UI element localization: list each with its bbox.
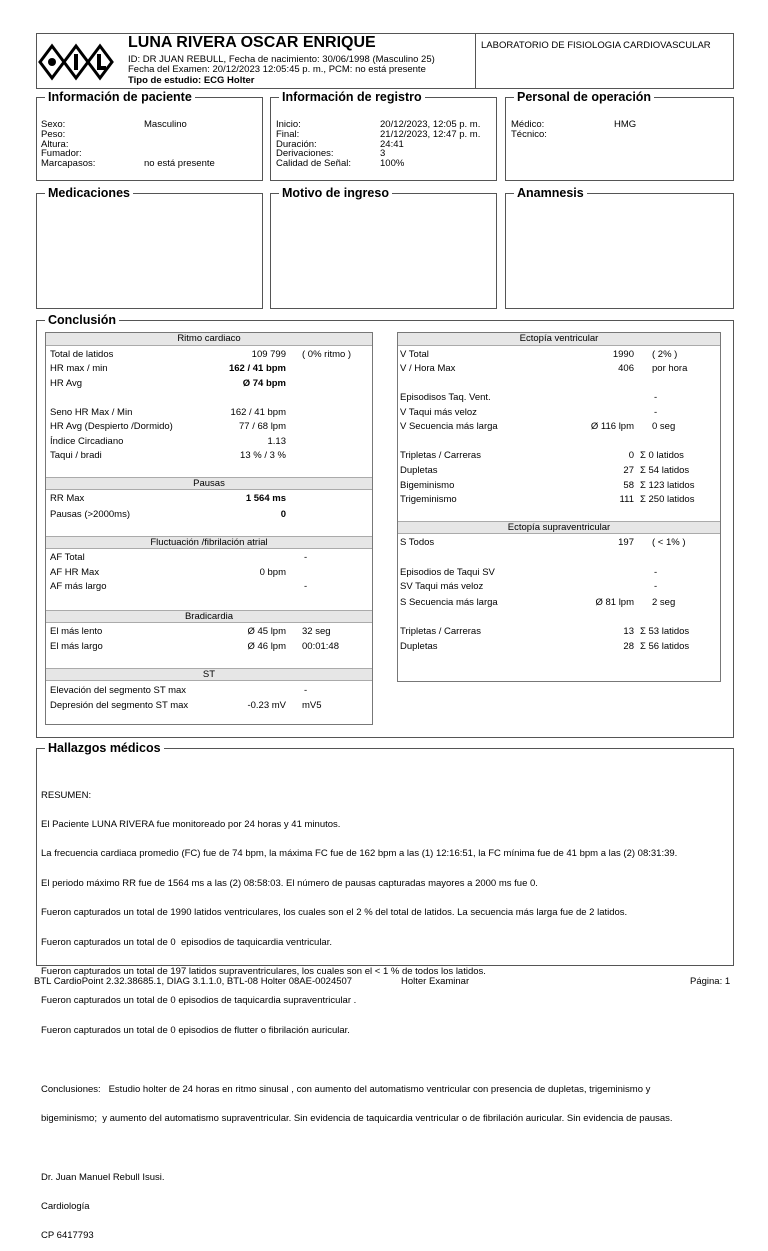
v-trigeminismo-unit: Σ 250 latidos: [640, 494, 695, 505]
footer-module: Holter Examinar: [401, 976, 470, 987]
table-row: [46, 406, 372, 419]
staff-medico-label: Médico:: [511, 119, 545, 130]
v-veloz-label: V Taqui más veloz: [400, 407, 477, 418]
s-dupletas-unit: Σ 56 latidos: [640, 641, 690, 652]
table-row: [46, 362, 372, 375]
table-row: [398, 640, 720, 653]
v-bigeminismo-unit: Σ 123 latidos: [640, 480, 695, 491]
v-veloz-unit: -: [654, 407, 658, 418]
table-row: [46, 566, 372, 579]
anamnesis-box: [505, 186, 734, 309]
table-row: [398, 493, 720, 506]
bradi-lento-label: El más lento: [50, 626, 103, 637]
registry-calidad-label: Calidad de Señal:: [276, 158, 351, 169]
table-row: [46, 492, 372, 505]
findings-text: [41, 771, 741, 1251]
s-episodios-unit: -: [654, 567, 658, 578]
bradi-lento-unit: 32 seg: [302, 626, 331, 637]
medications-box: [36, 186, 263, 309]
table-row: [46, 508, 372, 521]
table-row: [46, 551, 372, 564]
ritmo-hravg-label: HR Avg: [50, 378, 83, 389]
patient-altura-label: Altura:: [41, 139, 69, 150]
v-dupletas-value: 27: [623, 465, 634, 476]
staff-medico-value: HMG: [614, 119, 637, 130]
findings-line: Fueron capturados un total de 0 episodios de flutter o fibrilación auricular.: [41, 1024, 350, 1036]
table-row: [398, 449, 720, 462]
patient-info-title: Información de paciente: [45, 90, 195, 104]
bradi-largo-unit: 00:01:48: [302, 641, 339, 652]
lab-name: LABORATORIO DE FISIOLOGIA CARDIOVASCULAR: [481, 40, 711, 51]
btl-logo: [38, 40, 114, 84]
bradi-lento-value: Ø 45 lpm: [247, 626, 286, 637]
v-bigeminismo-value: 58: [623, 480, 634, 491]
study-type: Tipo de estudio: ECG Holter: [128, 75, 255, 86]
st-elevacion-label: Elevación del segmento ST max: [50, 685, 187, 696]
v-total-label: V Total: [400, 349, 429, 360]
pausas-rrmax-label: RR Max: [50, 493, 85, 504]
v-episodios-unit: -: [654, 392, 658, 403]
footer-page: Página: 1: [690, 976, 731, 987]
findings-title: Hallazgos médicos: [45, 741, 164, 755]
v-secuencia-label: V Secuencia más larga: [400, 421, 498, 432]
findings-line: RESUMEN:: [41, 789, 92, 801]
v-hora-unit: por hora: [652, 363, 688, 374]
admission-reason-title: Motivo de ingreso: [279, 186, 392, 200]
findings-line: El Paciente LUNA RIVERA fue monitoreado por 24 horas y 41 minutos.: [41, 818, 341, 830]
ritmo-total-unit: ( 0% ritmo ): [302, 349, 352, 360]
findings-line: Cardiología: [41, 1201, 90, 1213]
patient-marcapasos-label: Marcapasos:: [41, 158, 96, 169]
table-row: [46, 625, 372, 638]
st-depresion-unit: mV5: [302, 700, 322, 711]
table-row: [398, 464, 720, 477]
ritmo-total-label: Total de latidos: [50, 349, 114, 360]
findings-line: Fueron capturados un total de 0 episodios de taquicardia ventricular.: [41, 936, 332, 948]
ritmo-circadiano-label: Índice Circadiano: [50, 436, 124, 447]
conclusion-left-table: [45, 332, 373, 725]
bradi-header: Bradicardia: [46, 610, 372, 623]
ritmo-hrmax-value: 162 / 41 bpm: [228, 363, 286, 374]
registry-inicio-label: Inicio:: [276, 119, 301, 130]
st-header: ST: [46, 668, 372, 681]
registry-final-label: Final:: [276, 129, 300, 140]
s-veloz-unit: -: [654, 581, 658, 592]
footer-software: BTL CardioPoint 2.32.38685.1, DIAG 3.1.1.0, BTL-08 Holter 08AE-0024507: [34, 976, 353, 987]
findings-line: [41, 1055, 741, 1065]
v-trigeminismo-value: 111: [619, 494, 634, 505]
ritmo-hrmax-label: HR max / min: [50, 363, 108, 374]
af-header: Fluctuación /fibrilación atrial: [46, 536, 372, 549]
ritmo-seno-value: 162 / 41 bpm: [230, 407, 286, 418]
af-hrmax-label: AF HR Max: [50, 567, 100, 578]
st-depresion-value: -0.23 mV: [247, 700, 286, 711]
v-total-unit: ( 2% ): [652, 349, 678, 360]
patient-marcapasos-value: no está presente: [144, 158, 215, 169]
findings-line: La frecuencia cardiaca promedio (FC) fue de 74 bpm, la máxima FC fue de 162 bpm a las (1) 12:16:51, la FC mínima fue de 41 bpm a las (2) 08:31:39.: [41, 848, 678, 860]
v-secuencia-value: Ø 116 lpm: [590, 421, 634, 432]
findings-line: bigeminismo; y aumento del automatismo supraventricular. Sin evidencia de taquicardia ventricular o de fibrilación auricular. Sin evidencia de pausas.: [41, 1112, 673, 1124]
v-tripletas-label: Tripletas / Carreras: [400, 450, 481, 461]
patient-sexo-value: Masculino: [144, 119, 187, 130]
table-row: [398, 625, 720, 638]
table-row: [46, 449, 372, 462]
ritmo-taqui-label: Taqui / bradi: [50, 450, 102, 461]
v-bigeminismo-label: Bigeminismo: [400, 480, 455, 491]
table-row: [398, 566, 720, 579]
bradi-largo-value: Ø 46 lpm: [247, 641, 286, 652]
s-dupletas-label: Dupletas: [400, 641, 438, 652]
af-largo-label: AF más largo: [50, 581, 107, 592]
registry-derivaciones-label: Derivaciones:: [276, 148, 334, 159]
table-row: [398, 536, 720, 549]
s-episodios-label: Episodios de Taqui SV: [400, 567, 495, 578]
anamnesis-title: Anamnesis: [514, 186, 587, 200]
patient-fumador-label: Fumador:: [41, 148, 82, 159]
patient-sexo-label: Sexo:: [41, 119, 66, 130]
v-episodios-label: Episodisos Taq. Vent.: [400, 392, 491, 403]
ritmo-hravg-dd-label: HR Avg (Despierto /Dormido): [50, 421, 173, 432]
conclusion-right-table: [397, 332, 721, 682]
conclusion-title: Conclusión: [45, 313, 119, 327]
registry-duracion-value: 24:41: [380, 139, 404, 150]
s-secuencia-value: Ø 81 lpm: [595, 597, 634, 608]
s-tripletas-label: Tripletas / Carreras: [400, 626, 481, 637]
table-row: [46, 699, 372, 712]
table-row: [398, 596, 720, 609]
table-row: [398, 580, 720, 593]
table-row: [46, 377, 372, 390]
af-total-label: AF Total: [50, 552, 85, 563]
registry-final-value: 21/12/2023, 12:47 p. m.: [380, 129, 481, 140]
s-tripletas-unit: Σ 53 latidos: [640, 626, 690, 637]
s-tripletas-value: 13: [623, 626, 634, 637]
st-depresion-label: Depresión del segmento ST max: [50, 700, 189, 711]
findings-line: Fueron capturados un total de 0 episodios de taquicardia supraventricular .: [41, 995, 357, 1007]
ritmo-hravg-value: Ø 74 bpm: [242, 378, 286, 389]
pausas-header: Pausas: [46, 477, 372, 490]
table-row: [46, 580, 372, 593]
medications-title: Medicaciones: [45, 186, 133, 200]
admission-reason-box: [270, 186, 497, 309]
s-todos-value: 197: [618, 537, 634, 548]
pausas-rrmax-value: 1 564 ms: [245, 493, 286, 504]
st-elevacion-unit: -: [304, 685, 308, 696]
patient-name: LUNA RIVERA OSCAR ENRIQUE: [128, 34, 376, 51]
v-trigeminismo-label: Trigeminismo: [400, 494, 457, 505]
s-todos-unit: ( < 1% ): [652, 537, 686, 548]
findings-line: Dr. Juan Manuel Rebull Isusi.: [41, 1171, 165, 1183]
v-dupletas-unit: Σ 54 latidos: [640, 465, 690, 476]
findings-line: [41, 1143, 741, 1153]
af-hrmax-value: 0 bpm: [259, 567, 286, 578]
s-dupletas-value: 28: [623, 641, 634, 652]
v-tripletas-value: 0: [628, 450, 634, 461]
v-hora-label: V / Hora Max: [400, 363, 456, 374]
findings-line: El periodo máximo RR fue de 1564 ms a las (2) 08:58:03. El número de pausas capturadas mayores a 2000 ms fue 0.: [41, 877, 538, 889]
staff-title: Personal de operación: [514, 90, 654, 104]
pausas-count-value: 0: [280, 509, 286, 520]
v-total-value: 1990: [612, 349, 634, 360]
pausas-count-label: Pausas (>2000ms): [50, 509, 130, 520]
registry-calidad-value: 100%: [380, 158, 405, 169]
staff-tecnico-label: Técnico:: [511, 129, 547, 140]
registry-derivaciones-value: 3: [380, 148, 386, 159]
table-row: [398, 406, 720, 419]
findings-line: CP 6417793: [41, 1230, 94, 1242]
findings-line: Fueron capturados un total de 197 latidos supraventriculares, los cuales son el < 1 % de todos los latidos.: [41, 965, 486, 977]
s-secuencia-label: S Secuencia más larga: [400, 597, 498, 608]
s-secuencia-unit: 2 seg: [652, 597, 676, 608]
findings-line: Conclusiones: Estudio holter de 24 horas en ritmo sinusal , con aumento del automatismo ventricular con presencia de dupletas, trigeminismo y: [41, 1083, 651, 1095]
registry-inicio-value: 20/12/2023, 12:05 p. m.: [380, 119, 481, 130]
v-hora-value: 406: [618, 363, 634, 374]
ritmo-header: Ritmo cardiaco: [46, 333, 372, 346]
table-row: [398, 348, 720, 361]
s-veloz-label: SV Taqui más veloz: [400, 581, 484, 592]
ritmo-circadiano-value: 1.13: [267, 436, 286, 447]
ritmo-hravg-dd-value: 77 / 68 lpm: [239, 421, 286, 432]
supraventricular-header: Ectopía supraventricular: [398, 521, 720, 534]
table-row: [46, 640, 372, 653]
ritmo-taqui-value: 13 % / 3 %: [240, 450, 286, 461]
v-dupletas-label: Dupletas: [400, 465, 438, 476]
registry-duracion-label: Duración:: [276, 139, 317, 150]
exam-date-line: Fecha del Examen: 20/12/2023 12:05:45 p. m., PCM: no está presente: [128, 64, 426, 75]
table-row: [46, 435, 372, 448]
v-tripletas-unit: Σ 0 latidos: [640, 450, 684, 461]
table-row: [398, 391, 720, 404]
patient-id-line: ID: DR JUAN REBULL, Fecha de nacimiento: 30/06/1998 (Masculino 25): [128, 54, 435, 65]
table-row: [46, 348, 372, 361]
ventricular-header: Ectopía ventricular: [398, 333, 720, 346]
bradi-largo-label: El más largo: [50, 641, 103, 652]
af-total-unit: -: [304, 552, 308, 563]
af-largo-unit: -: [304, 581, 308, 592]
ritmo-total-value: 109 799: [251, 349, 286, 360]
table-row: [46, 684, 372, 697]
v-secuencia-unit: 0 seg: [652, 421, 676, 432]
table-row: [398, 362, 720, 375]
table-row: [398, 479, 720, 492]
patient-peso-label: Peso:: [41, 129, 66, 140]
ritmo-seno-label: Seno HR Max / Min: [50, 407, 133, 418]
table-row: [46, 420, 372, 433]
findings-line: Fueron capturados un total de 1990 latidos ventriculares, los cuales son el 2 % del total de latidos. La secuencia más larga fue de 2 latidos.: [41, 907, 628, 919]
registry-info-title: Información de registro: [279, 90, 425, 104]
table-row: [398, 420, 720, 433]
s-todos-label: S Todos: [400, 537, 435, 548]
